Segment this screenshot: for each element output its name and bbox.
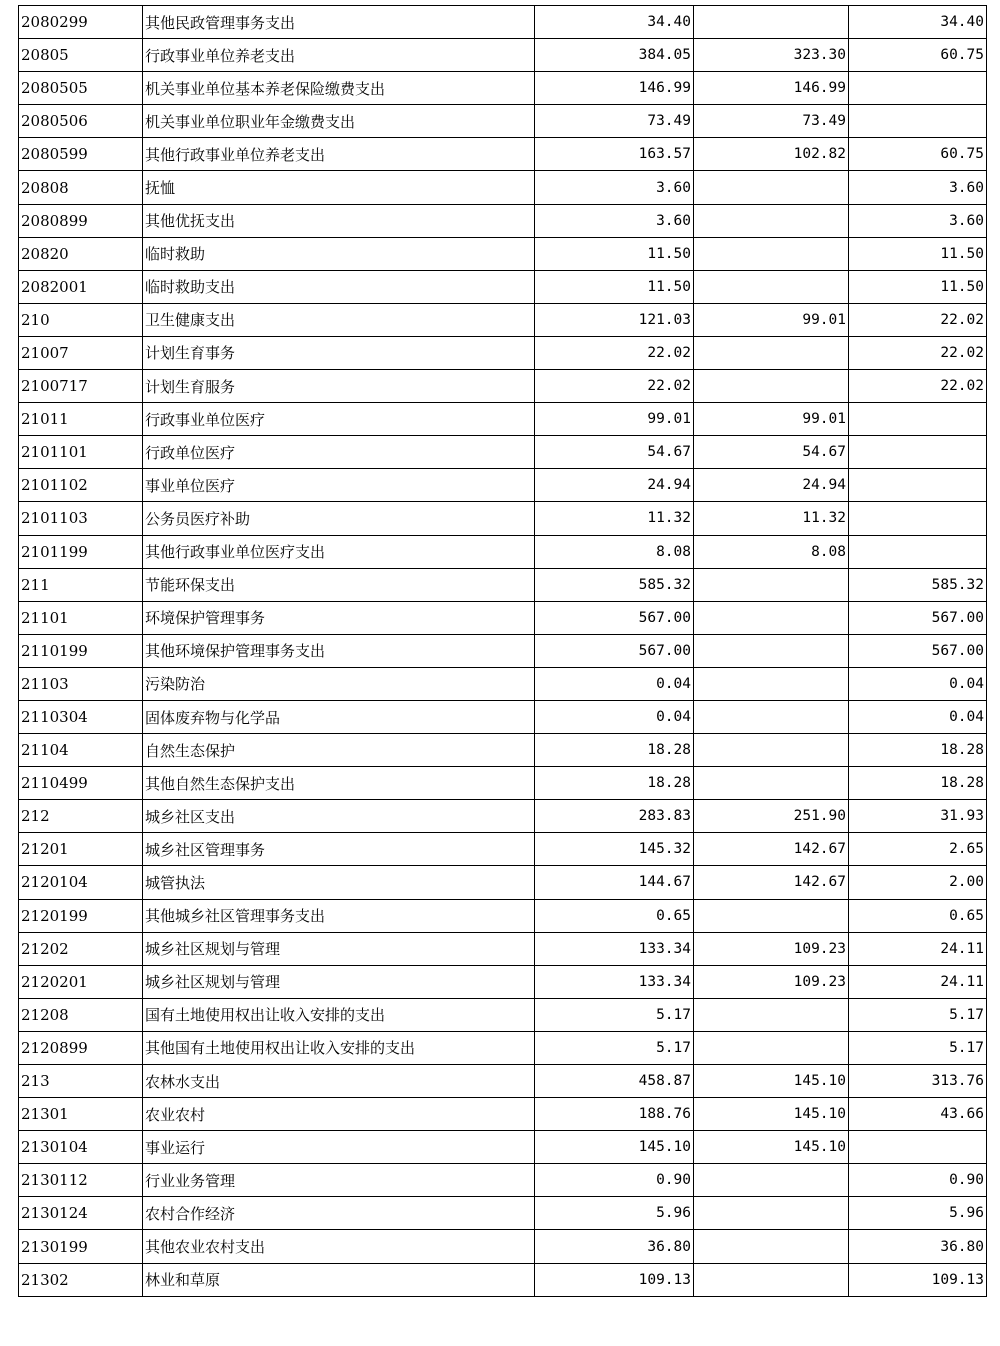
cell-basic-expenditure: 54.67 xyxy=(694,436,849,469)
table-row xyxy=(19,1230,987,1263)
table-row xyxy=(19,899,987,932)
table-row xyxy=(19,568,987,601)
cell-subject-code: 2101199 xyxy=(19,535,143,568)
cell-basic-expenditure xyxy=(694,1230,849,1263)
cell-project-expenditure: 5.17 xyxy=(849,1031,987,1064)
cell-project-expenditure xyxy=(849,72,987,105)
cell-subject-name: 行政单位医疗 xyxy=(143,436,535,469)
cell-total-amount: 585.32 xyxy=(535,568,694,601)
cell-subject-code: 20820 xyxy=(19,237,143,270)
cell-project-expenditure xyxy=(849,403,987,436)
cell-basic-expenditure xyxy=(694,336,849,369)
cell-subject-code: 2080505 xyxy=(19,72,143,105)
cell-subject-code: 2110499 xyxy=(19,767,143,800)
cell-total-amount: 36.80 xyxy=(535,1230,694,1263)
cell-basic-expenditure: 145.10 xyxy=(694,1131,849,1164)
cell-subject-code: 2080299 xyxy=(19,6,143,39)
cell-project-expenditure: 24.11 xyxy=(849,932,987,965)
cell-subject-name: 机关事业单位基本养老保险缴费支出 xyxy=(143,72,535,105)
cell-subject-code: 2101102 xyxy=(19,469,143,502)
cell-subject-name: 农林水支出 xyxy=(143,1065,535,1098)
cell-subject-name: 行业业务管理 xyxy=(143,1164,535,1197)
cell-total-amount: 121.03 xyxy=(535,303,694,336)
cell-basic-expenditure xyxy=(694,667,849,700)
table-row xyxy=(19,72,987,105)
cell-subject-name: 城乡社区管理事务 xyxy=(143,833,535,866)
cell-project-expenditure: 11.50 xyxy=(849,270,987,303)
cell-subject-name: 事业单位医疗 xyxy=(143,469,535,502)
table-row xyxy=(19,336,987,369)
cell-total-amount: 18.28 xyxy=(535,767,694,800)
cell-project-expenditure: 0.04 xyxy=(849,700,987,733)
cell-basic-expenditure: 142.67 xyxy=(694,866,849,899)
table-row xyxy=(19,171,987,204)
cell-subject-name: 其他农业农村支出 xyxy=(143,1230,535,1263)
table-row xyxy=(19,833,987,866)
cell-subject-name: 临时救助 xyxy=(143,237,535,270)
cell-total-amount: 144.67 xyxy=(535,866,694,899)
cell-subject-name: 其他环境保护管理事务支出 xyxy=(143,634,535,667)
cell-basic-expenditure xyxy=(694,601,849,634)
cell-subject-code: 20808 xyxy=(19,171,143,204)
cell-subject-code: 21202 xyxy=(19,932,143,965)
cell-basic-expenditure: 99.01 xyxy=(694,303,849,336)
cell-subject-code: 21101 xyxy=(19,601,143,634)
cell-subject-code: 212 xyxy=(19,800,143,833)
cell-subject-name: 其他民政管理事务支出 xyxy=(143,6,535,39)
cell-basic-expenditure: 109.23 xyxy=(694,965,849,998)
cell-subject-code: 20805 xyxy=(19,39,143,72)
cell-project-expenditure: 22.02 xyxy=(849,336,987,369)
budget-expenditure-table xyxy=(18,5,987,1297)
cell-subject-code: 213 xyxy=(19,1065,143,1098)
table-row xyxy=(19,734,987,767)
cell-subject-name: 行政事业单位医疗 xyxy=(143,403,535,436)
cell-project-expenditure: 0.65 xyxy=(849,899,987,932)
cell-basic-expenditure xyxy=(694,998,849,1031)
cell-subject-name: 自然生态保护 xyxy=(143,734,535,767)
cell-basic-expenditure xyxy=(694,6,849,39)
cell-total-amount: 567.00 xyxy=(535,634,694,667)
cell-project-expenditure: 313.76 xyxy=(849,1065,987,1098)
cell-total-amount: 0.65 xyxy=(535,899,694,932)
cell-subject-code: 2110199 xyxy=(19,634,143,667)
cell-subject-code: 21208 xyxy=(19,998,143,1031)
cell-subject-name: 计划生育事务 xyxy=(143,336,535,369)
cell-total-amount: 0.04 xyxy=(535,700,694,733)
cell-project-expenditure: 31.93 xyxy=(849,800,987,833)
cell-project-expenditure: 2.65 xyxy=(849,833,987,866)
cell-total-amount: 5.96 xyxy=(535,1197,694,1230)
table-body xyxy=(19,6,987,1297)
cell-basic-expenditure: 73.49 xyxy=(694,105,849,138)
cell-project-expenditure: 18.28 xyxy=(849,767,987,800)
cell-project-expenditure: 43.66 xyxy=(849,1098,987,1131)
cell-subject-name: 城乡社区规划与管理 xyxy=(143,932,535,965)
cell-total-amount: 283.83 xyxy=(535,800,694,833)
cell-total-amount: 567.00 xyxy=(535,601,694,634)
table-row xyxy=(19,138,987,171)
cell-basic-expenditure xyxy=(694,171,849,204)
cell-subject-code: 2101101 xyxy=(19,436,143,469)
cell-total-amount: 133.34 xyxy=(535,932,694,965)
cell-basic-expenditure xyxy=(694,1197,849,1230)
cell-total-amount: 163.57 xyxy=(535,138,694,171)
table-row xyxy=(19,601,987,634)
cell-project-expenditure xyxy=(849,469,987,502)
cell-basic-expenditure xyxy=(694,634,849,667)
cell-subject-name: 其他国有土地使用权出让收入安排的支出 xyxy=(143,1031,535,1064)
cell-subject-code: 2082001 xyxy=(19,270,143,303)
cell-project-expenditure: 24.11 xyxy=(849,965,987,998)
cell-subject-code: 2120201 xyxy=(19,965,143,998)
table-row xyxy=(19,800,987,833)
cell-subject-name: 其他城乡社区管理事务支出 xyxy=(143,899,535,932)
cell-subject-code: 21302 xyxy=(19,1263,143,1296)
cell-basic-expenditure: 24.94 xyxy=(694,469,849,502)
cell-total-amount: 146.99 xyxy=(535,72,694,105)
cell-subject-code: 21301 xyxy=(19,1098,143,1131)
cell-subject-name: 固体废弃物与化学品 xyxy=(143,700,535,733)
cell-subject-name: 抚恤 xyxy=(143,171,535,204)
table-row xyxy=(19,403,987,436)
cell-total-amount: 34.40 xyxy=(535,6,694,39)
cell-subject-name: 城乡社区支出 xyxy=(143,800,535,833)
cell-project-expenditure xyxy=(849,436,987,469)
cell-project-expenditure: 22.02 xyxy=(849,303,987,336)
table-row xyxy=(19,1098,987,1131)
cell-project-expenditure xyxy=(849,502,987,535)
cell-basic-expenditure: 8.08 xyxy=(694,535,849,568)
cell-basic-expenditure xyxy=(694,899,849,932)
cell-subject-name: 其他自然生态保护支出 xyxy=(143,767,535,800)
cell-subject-name: 城乡社区规划与管理 xyxy=(143,965,535,998)
cell-basic-expenditure xyxy=(694,568,849,601)
cell-project-expenditure: 0.04 xyxy=(849,667,987,700)
cell-basic-expenditure: 102.82 xyxy=(694,138,849,171)
cell-basic-expenditure: 145.10 xyxy=(694,1065,849,1098)
cell-basic-expenditure: 323.30 xyxy=(694,39,849,72)
table-row xyxy=(19,667,987,700)
cell-project-expenditure: 22.02 xyxy=(849,370,987,403)
table-row xyxy=(19,998,987,1031)
cell-project-expenditure: 0.90 xyxy=(849,1164,987,1197)
cell-project-expenditure: 5.17 xyxy=(849,998,987,1031)
cell-subject-name: 临时救助支出 xyxy=(143,270,535,303)
cell-basic-expenditure xyxy=(694,1263,849,1296)
cell-basic-expenditure xyxy=(694,270,849,303)
table-row xyxy=(19,270,987,303)
cell-total-amount: 22.02 xyxy=(535,370,694,403)
cell-subject-code: 21104 xyxy=(19,734,143,767)
table-row xyxy=(19,502,987,535)
table-row xyxy=(19,370,987,403)
cell-project-expenditure: 585.32 xyxy=(849,568,987,601)
cell-total-amount: 22.02 xyxy=(535,336,694,369)
cell-project-expenditure: 18.28 xyxy=(849,734,987,767)
cell-subject-name: 事业运行 xyxy=(143,1131,535,1164)
cell-subject-name: 农村合作经济 xyxy=(143,1197,535,1230)
table-row xyxy=(19,1263,987,1296)
cell-subject-name: 计划生育服务 xyxy=(143,370,535,403)
cell-subject-name: 其他行政事业单位养老支出 xyxy=(143,138,535,171)
cell-project-expenditure: 11.50 xyxy=(849,237,987,270)
table-row xyxy=(19,1065,987,1098)
table-row xyxy=(19,1131,987,1164)
cell-project-expenditure: 60.75 xyxy=(849,39,987,72)
cell-subject-code: 2080899 xyxy=(19,204,143,237)
cell-subject-code: 21201 xyxy=(19,833,143,866)
cell-subject-name: 林业和草原 xyxy=(143,1263,535,1296)
table-row xyxy=(19,965,987,998)
cell-subject-code: 2101103 xyxy=(19,502,143,535)
table-row xyxy=(19,303,987,336)
cell-total-amount: 8.08 xyxy=(535,535,694,568)
cell-subject-code: 211 xyxy=(19,568,143,601)
cell-project-expenditure: 109.13 xyxy=(849,1263,987,1296)
cell-total-amount: 133.34 xyxy=(535,965,694,998)
cell-basic-expenditure: 142.67 xyxy=(694,833,849,866)
cell-project-expenditure: 3.60 xyxy=(849,204,987,237)
cell-project-expenditure xyxy=(849,105,987,138)
cell-subject-name: 农业农村 xyxy=(143,1098,535,1131)
cell-basic-expenditure xyxy=(694,204,849,237)
cell-subject-code: 21103 xyxy=(19,667,143,700)
cell-total-amount: 73.49 xyxy=(535,105,694,138)
cell-total-amount: 145.10 xyxy=(535,1131,694,1164)
table-row xyxy=(19,105,987,138)
cell-subject-name: 污染防治 xyxy=(143,667,535,700)
cell-subject-code: 2100717 xyxy=(19,370,143,403)
cell-project-expenditure: 5.96 xyxy=(849,1197,987,1230)
cell-project-expenditure: 567.00 xyxy=(849,601,987,634)
table-row xyxy=(19,204,987,237)
cell-total-amount: 3.60 xyxy=(535,204,694,237)
cell-subject-name: 公务员医疗补助 xyxy=(143,502,535,535)
cell-project-expenditure: 36.80 xyxy=(849,1230,987,1263)
cell-subject-code: 2080599 xyxy=(19,138,143,171)
cell-basic-expenditure: 145.10 xyxy=(694,1098,849,1131)
table-row xyxy=(19,767,987,800)
cell-total-amount: 458.87 xyxy=(535,1065,694,1098)
table-row xyxy=(19,634,987,667)
cell-subject-name: 国有土地使用权出让收入安排的支出 xyxy=(143,998,535,1031)
cell-basic-expenditure xyxy=(694,1031,849,1064)
cell-subject-code: 21007 xyxy=(19,336,143,369)
table-row xyxy=(19,535,987,568)
cell-project-expenditure: 567.00 xyxy=(849,634,987,667)
table-row xyxy=(19,700,987,733)
cell-subject-code: 2130124 xyxy=(19,1197,143,1230)
cell-total-amount: 18.28 xyxy=(535,734,694,767)
cell-project-expenditure xyxy=(849,535,987,568)
cell-subject-name: 卫生健康支出 xyxy=(143,303,535,336)
cell-subject-code: 210 xyxy=(19,303,143,336)
cell-basic-expenditure: 251.90 xyxy=(694,800,849,833)
table-row xyxy=(19,436,987,469)
cell-subject-name: 其他优抚支出 xyxy=(143,204,535,237)
cell-subject-code: 2120199 xyxy=(19,899,143,932)
cell-total-amount: 188.76 xyxy=(535,1098,694,1131)
cell-basic-expenditure: 146.99 xyxy=(694,72,849,105)
cell-basic-expenditure: 99.01 xyxy=(694,403,849,436)
cell-basic-expenditure xyxy=(694,700,849,733)
table-row xyxy=(19,39,987,72)
cell-subject-code: 2080506 xyxy=(19,105,143,138)
cell-total-amount: 5.17 xyxy=(535,1031,694,1064)
cell-total-amount: 145.32 xyxy=(535,833,694,866)
cell-subject-code: 2130112 xyxy=(19,1164,143,1197)
cell-subject-code: 2110304 xyxy=(19,700,143,733)
cell-subject-name: 城管执法 xyxy=(143,866,535,899)
cell-total-amount: 99.01 xyxy=(535,403,694,436)
cell-basic-expenditure: 109.23 xyxy=(694,932,849,965)
cell-basic-expenditure xyxy=(694,767,849,800)
cell-total-amount: 0.04 xyxy=(535,667,694,700)
cell-subject-name: 机关事业单位职业年金缴费支出 xyxy=(143,105,535,138)
table-row xyxy=(19,237,987,270)
cell-total-amount: 54.67 xyxy=(535,436,694,469)
cell-total-amount: 11.50 xyxy=(535,237,694,270)
cell-project-expenditure xyxy=(849,1131,987,1164)
cell-subject-code: 2130104 xyxy=(19,1131,143,1164)
cell-project-expenditure: 60.75 xyxy=(849,138,987,171)
cell-total-amount: 11.50 xyxy=(535,270,694,303)
cell-total-amount: 384.05 xyxy=(535,39,694,72)
table-row xyxy=(19,932,987,965)
table-row xyxy=(19,469,987,502)
cell-subject-name: 行政事业单位养老支出 xyxy=(143,39,535,72)
cell-subject-name: 节能环保支出 xyxy=(143,568,535,601)
cell-project-expenditure: 34.40 xyxy=(849,6,987,39)
cell-total-amount: 3.60 xyxy=(535,171,694,204)
cell-project-expenditure: 2.00 xyxy=(849,866,987,899)
cell-basic-expenditure: 11.32 xyxy=(694,502,849,535)
cell-subject-code: 2120899 xyxy=(19,1031,143,1064)
cell-subject-code: 21011 xyxy=(19,403,143,436)
cell-basic-expenditure xyxy=(694,1164,849,1197)
cell-basic-expenditure xyxy=(694,370,849,403)
cell-total-amount: 5.17 xyxy=(535,998,694,1031)
cell-subject-name: 环境保护管理事务 xyxy=(143,601,535,634)
cell-subject-code: 2120104 xyxy=(19,866,143,899)
cell-basic-expenditure xyxy=(694,734,849,767)
cell-project-expenditure: 3.60 xyxy=(849,171,987,204)
cell-total-amount: 0.90 xyxy=(535,1164,694,1197)
table-row xyxy=(19,1197,987,1230)
cell-total-amount: 109.13 xyxy=(535,1263,694,1296)
cell-basic-expenditure xyxy=(694,237,849,270)
cell-total-amount: 24.94 xyxy=(535,469,694,502)
table-row xyxy=(19,6,987,39)
table-row xyxy=(19,1164,987,1197)
cell-subject-code: 2130199 xyxy=(19,1230,143,1263)
cell-subject-name: 其他行政事业单位医疗支出 xyxy=(143,535,535,568)
cell-total-amount: 11.32 xyxy=(535,502,694,535)
table-row xyxy=(19,866,987,899)
table-row xyxy=(19,1031,987,1064)
